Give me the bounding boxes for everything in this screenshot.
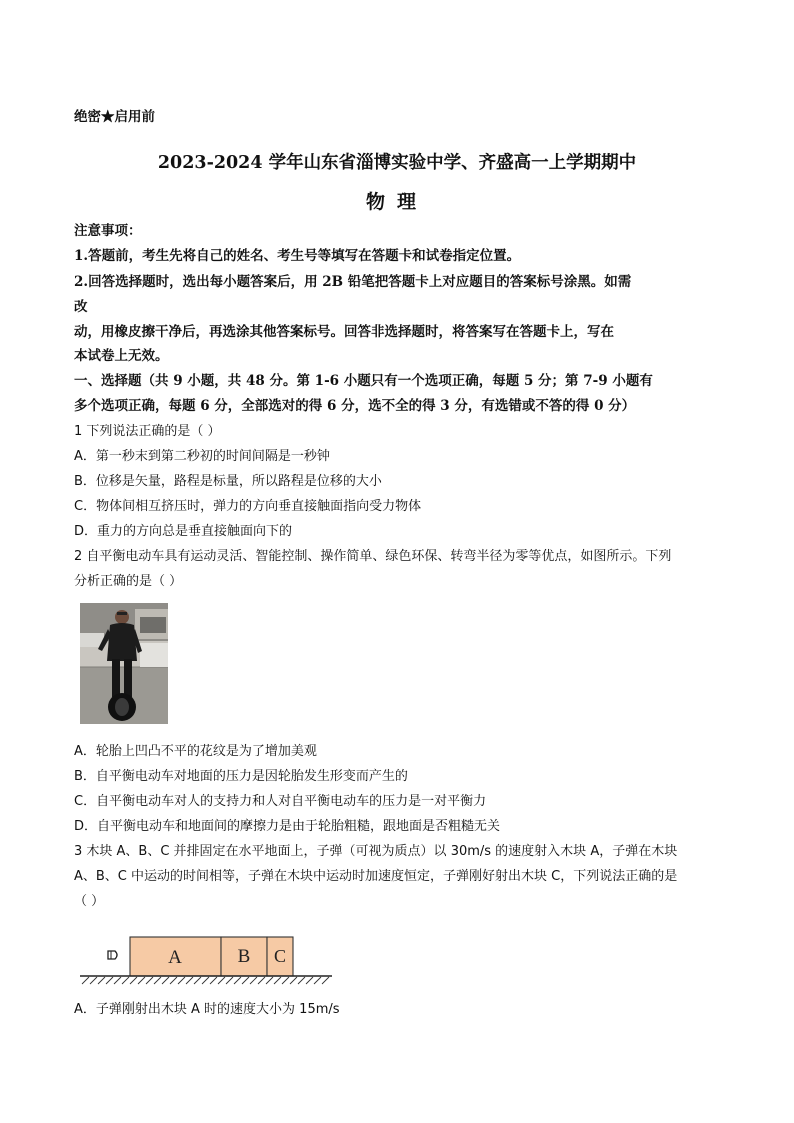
notes-line-2b: 改 xyxy=(74,299,88,315)
exam-subject: 物理 xyxy=(365,191,428,213)
question-1-stem: 1 下列说法正确的是（ ） xyxy=(74,424,221,439)
question-1-option-d: D．重力的方向总是垂直接触面向下的 xyxy=(74,524,293,539)
question-1-option-b: B．位移是矢量，路程是标量，所以路程是位移的大小 xyxy=(74,474,382,489)
question-1-option-c: C．物体间相互挤压时，弹力的方向垂直接触面指向受力物体 xyxy=(74,499,422,514)
question-3-option-a: A．子弹刚射出木块 A 时的速度大小为 15m/s xyxy=(74,1002,340,1017)
self-balancing-scooter-photo xyxy=(80,603,168,724)
block-a-label: A xyxy=(168,947,182,968)
question-3-stem-line-1: 3 木块 A、B、C 并排固定在水平地面上，子弹（可视为质点）以 30m/s 的速度射入木块 A，子弹在木块 xyxy=(74,844,678,859)
section-1-heading: 一、选择题（共 9 小题，共 48 分。第 1-6 小题只有一个选项正确，每题 5 分；第 7-9 小题有 xyxy=(74,373,653,389)
ground-hatching xyxy=(82,977,329,984)
notes-heading: 注意事项： xyxy=(74,223,142,239)
bullet-icon xyxy=(108,951,117,959)
notes-line-2a: 2.回答选择题时，选出每小题答案后，用 2B 铅笔把答题卡上对应题目的答案标号涂黑。如需 xyxy=(74,274,632,290)
question-1-option-a: A．第一秒末到第二秒初的时间间隔是一秒钟 xyxy=(74,449,330,464)
notes-line-1: 1.答题前，考生先将自己的姓名、考生号等填写在答题卡和试卷指定位置。 xyxy=(74,248,521,264)
question-2-stem-line-2: 分析正确的是（ ） xyxy=(74,574,183,589)
notes-line-2d: 本试卷上无效。 xyxy=(74,348,169,364)
block-c-label: C xyxy=(273,946,287,966)
question-3-stem-line-3: （ ） xyxy=(74,894,105,909)
confidential-label: 绝密★启用前 xyxy=(74,109,155,125)
question-2-option-a: A．轮胎上凹凸不平的花纹是为了增加美观 xyxy=(74,744,317,759)
question-2-option-b: B．自平衡电动车对地面的压力是因轮胎发生形变而产生的 xyxy=(74,769,408,784)
block-b-label: B xyxy=(237,946,251,967)
question-3-stem-line-2: A、B、C 中运动的时间相等，子弹在木块中运动时加速度恒定，子弹刚好射出木块 C，下列说法正确的是 xyxy=(74,869,678,884)
notes-line-2c: 动，用橡皮擦干净后，再选涂其他答案标号。回答非选择题时，将答案写在答题卡上，写在 xyxy=(74,324,614,340)
wooden-blocks-diagram xyxy=(78,928,340,986)
question-2-stem-line-1: 2 自平衡电动车具有运动灵活、智能控制、操作简单、绿色环保、转弯半径为零等优点，如图所示。下列 xyxy=(74,549,672,564)
question-2-option-c: C．自平衡电动车对人的支持力和人对自平衡电动车的压力是一对平衡力 xyxy=(74,794,487,809)
exam-title: 2023-2024 学年山东省淄博实验中学、齐盛高一上学期期中 xyxy=(157,153,637,173)
question-2-option-d: D．自平衡电动车和地面间的摩擦力是由于轮胎粗糙，跟地面是否粗糙无关 xyxy=(74,819,501,834)
section-1-scoring: 多个选项正确，每题 6 分，全部选对的得 6 分，选不全的得 3 分，有选错或不答的得 0 分） xyxy=(74,398,636,414)
